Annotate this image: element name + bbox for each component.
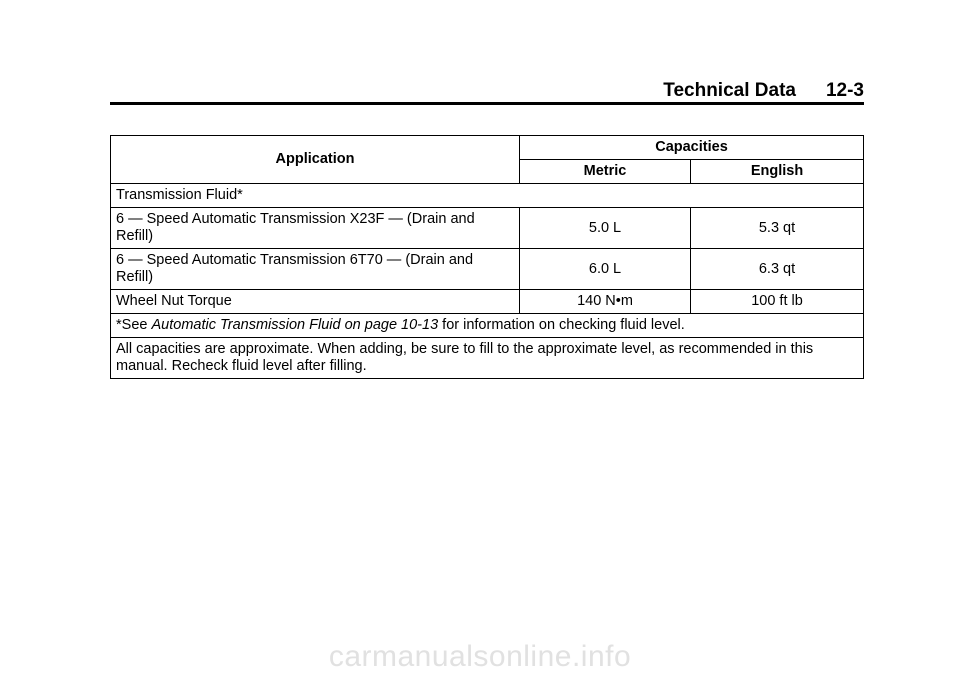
row-english: 100 ft lb [691, 290, 864, 314]
footnote-reference-link[interactable]: Automatic Transmission Fluid on page 10-13 [151, 317, 439, 333]
table-header-row [111, 136, 864, 160]
header-capacities: Capacities [520, 136, 864, 160]
table-row [111, 290, 864, 314]
table-row [111, 249, 864, 290]
footnote [111, 314, 864, 338]
header-metric: Metric [520, 160, 691, 184]
group-transmission-fluid: Transmission Fluid* [111, 184, 864, 208]
row-metric: 140 N•m [520, 290, 691, 314]
watermark: carmanualsonline.info [328, 640, 632, 673]
table-row [111, 338, 864, 379]
capacities-table [110, 135, 864, 379]
table-row [111, 208, 864, 249]
row-metric: 5.0 L [520, 208, 691, 249]
section-title: Technical Data [663, 80, 796, 101]
row-english: 5.3 qt [691, 208, 864, 249]
table-row [111, 184, 864, 208]
header-application: Application [111, 136, 520, 184]
capacity-note: All capacities are approximate. When adding, be sure to fill to the approximate level, as recommended in this manual. Recheck fluid level after filling. [111, 338, 864, 379]
row-metric: 6.0 L [520, 249, 691, 290]
row-application: 6 — Speed Automatic Transmission X23F — (Drain and Refill) [111, 208, 520, 249]
footnote-suffix: for information on checking fluid level. [438, 317, 685, 333]
footnote-prefix: *See [116, 317, 152, 333]
header-english: English [691, 160, 864, 184]
page-number: 12-3 [825, 80, 864, 101]
page-header [110, 80, 864, 102]
header-rule [110, 102, 864, 105]
table-row [111, 314, 864, 338]
row-application: 6 — Speed Automatic Transmission 6T70 — (Drain and Refill) [111, 249, 520, 290]
row-english: 6.3 qt [691, 249, 864, 290]
row-application: Wheel Nut Torque [111, 290, 520, 314]
